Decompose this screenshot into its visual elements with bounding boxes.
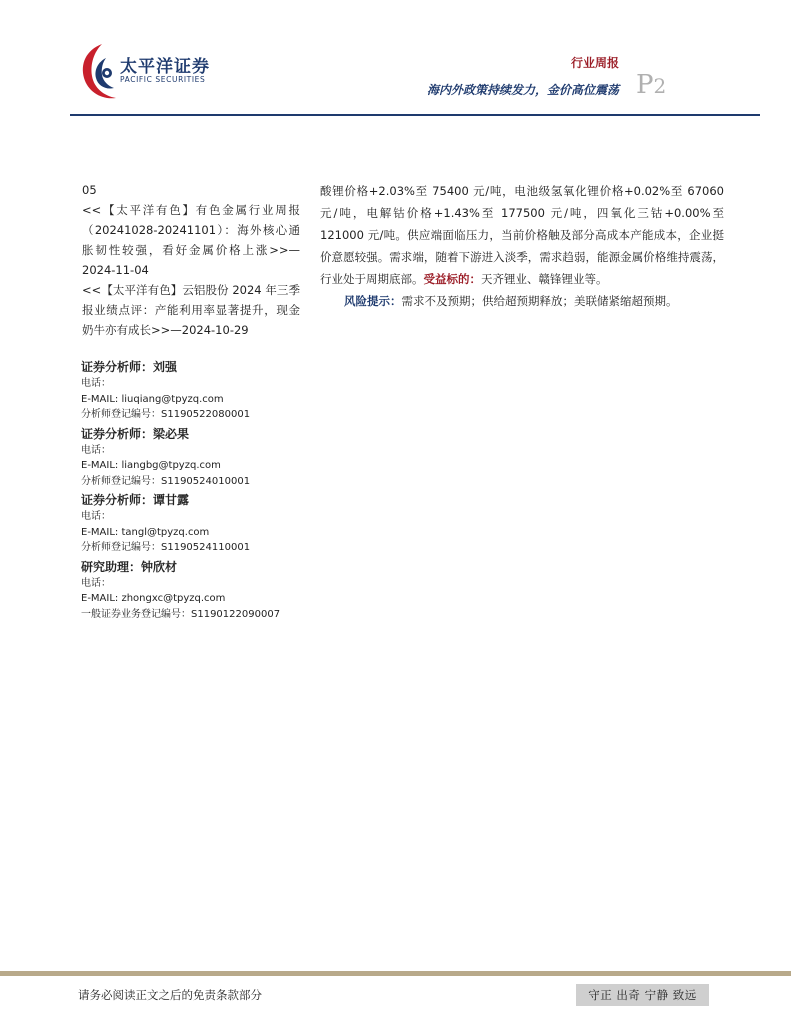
- analyst-phone: 电话：: [81, 577, 111, 589]
- analyst-card: [81, 558, 321, 623]
- related-report-link[interactable]: <<【太平洋有色】有色金属行业周报（20241028-20241101）：海外核心通胀韧性较强，看好金属价格上涨>>—2024-11-04: [82, 203, 300, 277]
- analyst-email[interactable]: E-MAIL: tangl@tpyzq.com: [81, 526, 210, 538]
- analyst-title: 证券分析师：刘强: [81, 360, 178, 374]
- analyst-card: [81, 491, 321, 556]
- report-type: 行业周报: [570, 56, 619, 70]
- analyst-card: [81, 425, 321, 490]
- footer-motto: 守正 出奇 宁静 致远: [576, 984, 709, 1006]
- page-prefix: P: [636, 70, 654, 100]
- analyst-title: 证券分析师：梁必果: [81, 426, 190, 441]
- header-divider: [70, 114, 760, 116]
- footer-disclaimer: 请务必阅读正文之后的免责条款部分: [78, 988, 262, 1002]
- analyst-title: 证券分析师：谭甘露: [81, 493, 190, 507]
- beneficiary-text: 天齐锂业、赣锋锂业等。: [481, 272, 608, 286]
- body-paragraph: [320, 180, 724, 290]
- risk-text: 需求不及预期；供给超预期释放；美联储紧缩超预期。: [401, 294, 678, 308]
- page-digit: 2: [653, 74, 667, 98]
- pacific-logo-icon: [76, 40, 120, 106]
- logo-english-name: PACIFIC SECURITIES: [120, 75, 206, 84]
- analyst-registration: 分析师登记编号：S1190524010001: [81, 475, 251, 487]
- report-title: 海内外政策持续发力，金价高位震荡: [426, 83, 619, 97]
- analyst-phone: 电话：: [81, 511, 111, 522]
- page-number: [636, 70, 666, 100]
- report-body: [320, 180, 724, 312]
- analyst-registration: 分析师登记编号：S1190522080001: [81, 409, 251, 420]
- risk-label: 风险提示：: [344, 294, 402, 308]
- related-reports: [82, 180, 300, 340]
- logo-chinese-name: 太平洋证券: [120, 57, 210, 77]
- analyst-list: [81, 358, 321, 624]
- analyst-email[interactable]: E-MAIL: liangbg@tpyzq.com: [81, 460, 221, 471]
- paragraph-text: 酸锂价格+2.03%至 75400 元/吨，电池级氢氧化锂价格+0.02%至 67060 元/吨，电解钴价格+1.43%至 177500 元/吨，四氧化三钴+0.00%至 121000 元/吨。供应端面临压力，当前价格触及部分高成本产能成本，企业挺价意愿较强。需求端，随着下游进入淡季，需求趋弱，能源金属价格维持震荡，行业处于周期底部。: [320, 184, 724, 286]
- analyst-title: 研究助理：钟欣材: [81, 559, 178, 574]
- footer-divider: [0, 971, 791, 976]
- analyst-phone: 电话：: [81, 444, 111, 456]
- related-report-link[interactable]: <<【太平洋有色】云铝股份 2024 年三季报业绩点评：产能利用率显著提升，现金奶牛亦有成长>>—2024-10-29: [82, 283, 300, 337]
- analyst-registration: 分析师登记编号：S1190524110001: [81, 542, 251, 553]
- analyst-phone: 电话：: [81, 378, 111, 389]
- related-reports-index: 05: [82, 183, 97, 197]
- analyst-registration: 一般证券业务登记编号：S1190122090007: [81, 608, 281, 620]
- company-logo: [76, 40, 226, 106]
- risk-paragraph: [320, 290, 724, 312]
- analyst-card: [81, 358, 321, 423]
- analyst-email[interactable]: E-MAIL: liuqiang@tpyzq.com: [81, 393, 224, 405]
- beneficiary-label: 受益标的：: [423, 272, 481, 286]
- analyst-email[interactable]: E-MAIL: zhongxc@tpyzq.com: [81, 593, 226, 604]
